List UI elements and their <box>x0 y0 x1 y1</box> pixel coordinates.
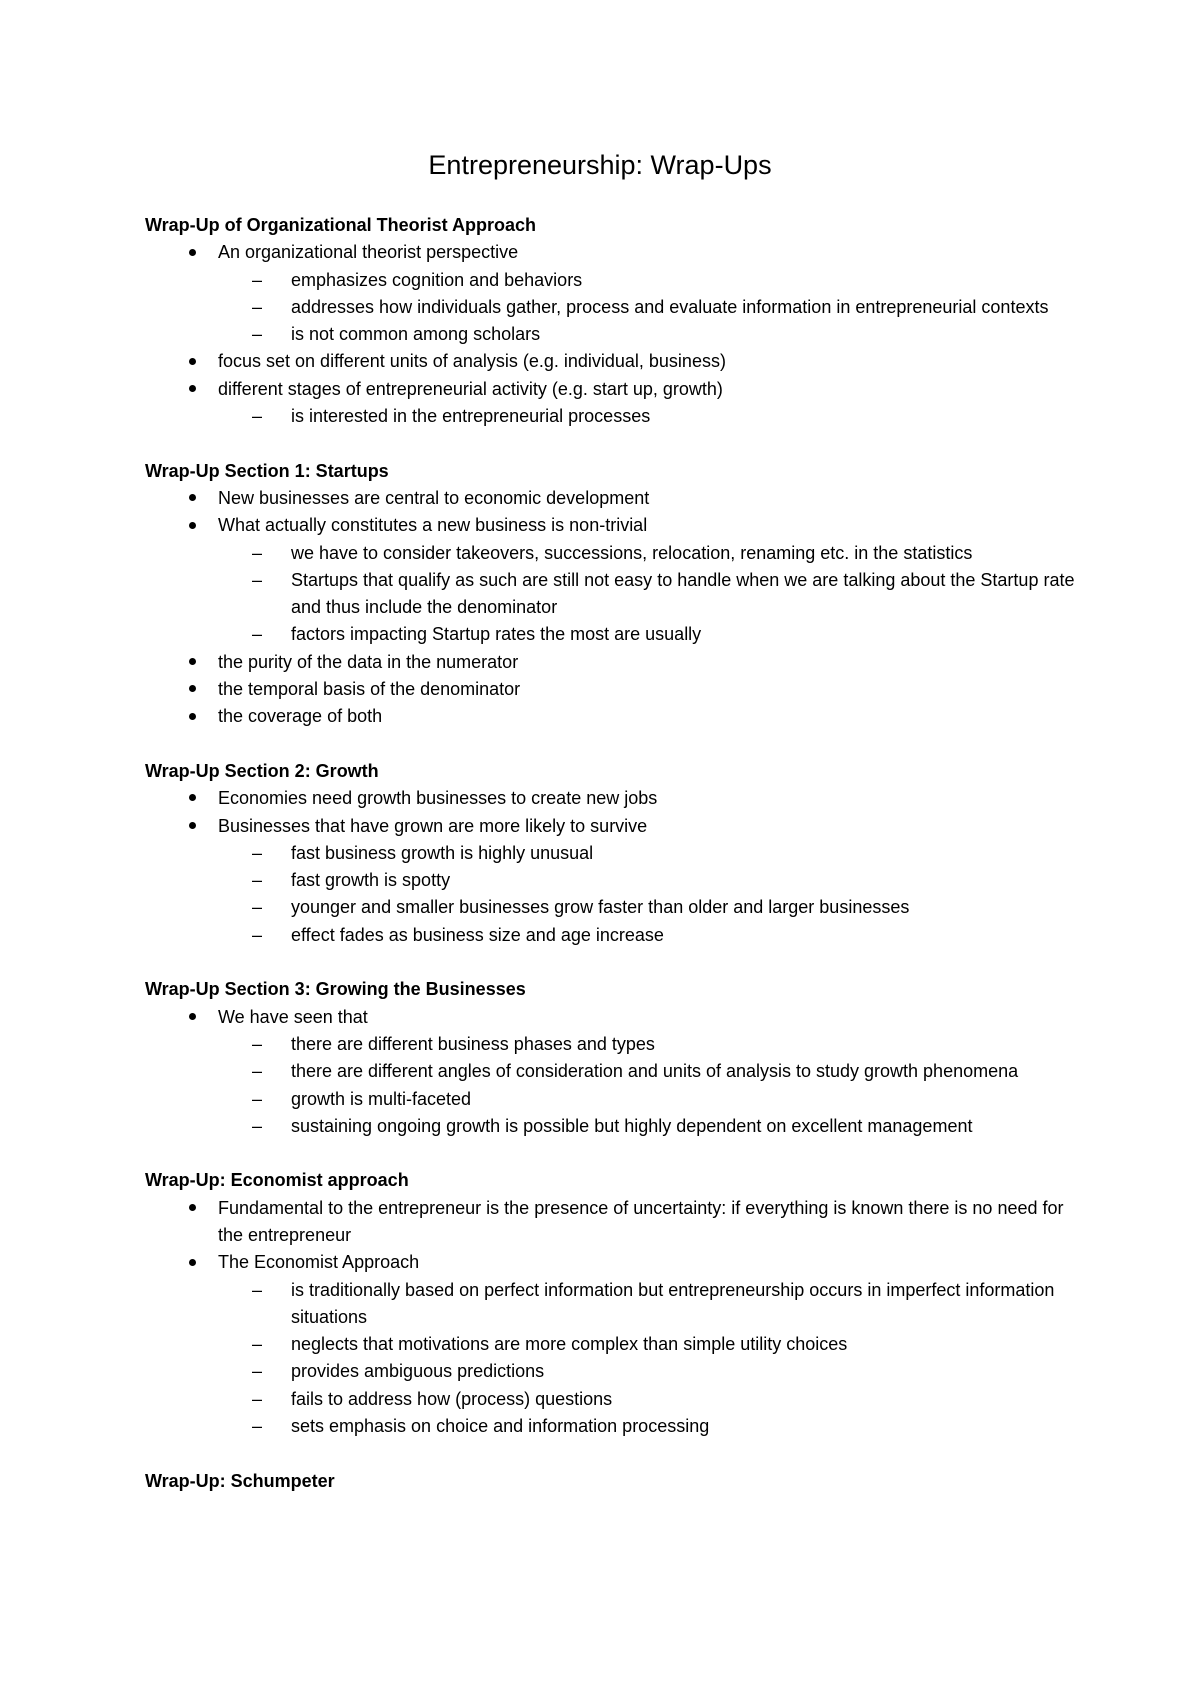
sub-item <box>145 567 1075 622</box>
bullet-icon <box>186 676 198 703</box>
bullet-text: We have seen that <box>218 1006 368 1027</box>
sub-item-text: fails to address how (process) questions <box>291 1388 613 1409</box>
sub-item-text: fast business growth is highly unusual <box>291 842 594 863</box>
sub-item-text: addresses how individuals gather, process and evaluate information in entrepreneurial contexts <box>291 296 1049 317</box>
dash-icon: – <box>252 1334 263 1355</box>
sub-item-text: is not common among scholars <box>291 324 541 345</box>
bullet-item <box>145 1004 1075 1140</box>
dash-icon: – <box>252 1061 263 1082</box>
sub-item <box>145 867 1075 894</box>
sub-item <box>145 621 1075 648</box>
dash-icon: – <box>252 870 263 891</box>
sub-item <box>145 840 1075 867</box>
sub-item <box>145 1413 1075 1440</box>
bullet-icon <box>186 1004 198 1031</box>
bullet-text: Economies need growth businesses to create new jobs <box>218 788 658 809</box>
dash-icon: – <box>252 1033 263 1054</box>
sub-list <box>218 540 1075 649</box>
sub-list <box>218 1277 1075 1441</box>
bullet-list <box>145 1004 1075 1140</box>
document-title: Entrepreneurship: Wrap-Ups <box>428 150 772 180</box>
dash-icon: – <box>252 406 263 427</box>
dash-icon: – <box>252 1115 263 1136</box>
sub-item <box>145 922 1075 949</box>
bullet-icon <box>186 1249 198 1276</box>
bullet-list <box>145 785 1075 949</box>
bullet-text: different stages of entrepreneurial activity (e.g. start up, growth) <box>218 378 723 399</box>
sub-item-text: growth is multi-faceted <box>291 1088 472 1109</box>
bullet-text: New businesses are central to economic development <box>218 487 650 508</box>
sub-item-text: there are different business phases and types <box>291 1033 655 1054</box>
bullet-icon <box>186 376 198 403</box>
bullet-text: the temporal basis of the denominator <box>218 679 521 700</box>
bullet-list <box>145 485 1075 731</box>
bullet-item <box>145 485 1075 512</box>
bullet-icon <box>186 813 198 840</box>
bullet-text: What actually constitutes a new business is non-trivial <box>218 515 648 536</box>
document-body <box>145 212 1075 1522</box>
sub-item <box>145 294 1075 321</box>
bullet-icon <box>186 485 198 512</box>
section-heading: Wrap-Up Section 3: Growing the Businesses <box>145 979 526 1000</box>
sub-item-text: provides ambiguous predictions <box>291 1361 545 1382</box>
bullet-text: An organizational theorist perspective <box>218 242 519 263</box>
sub-item-text: emphasizes cognition and behaviors <box>291 269 583 290</box>
sub-item-text: neglects that motivations are more complex than simple utility choices <box>291 1334 848 1355</box>
dash-icon: – <box>252 624 263 645</box>
section <box>145 976 1075 1140</box>
sub-item-text: is traditionally based on perfect information but entrepreneurship occurs in imperfect information situations <box>291 1279 1055 1327</box>
section-heading: Wrap-Up: Economist approach <box>145 1170 409 1191</box>
sub-item-text: we have to consider takeovers, successions, relocation, renaming etc. in the statistics <box>291 542 973 563</box>
bullet-item <box>145 676 1075 703</box>
bullet-item <box>145 649 1075 676</box>
dash-icon: – <box>252 1279 263 1300</box>
section <box>145 212 1075 430</box>
sub-item-text: sets emphasis on choice and information processing <box>291 1416 710 1437</box>
section-heading: Wrap-Up Section 1: Startups <box>145 460 389 481</box>
sub-item <box>145 403 1075 430</box>
bullet-icon <box>186 1195 198 1222</box>
sub-list <box>218 403 1075 430</box>
bullet-item <box>145 376 1075 431</box>
dash-icon: – <box>252 542 263 563</box>
sub-item <box>145 1277 1075 1332</box>
sub-item <box>145 1086 1075 1113</box>
section <box>145 1167 1075 1440</box>
bullet-text: The Economist Approach <box>218 1252 420 1273</box>
section <box>145 1468 1075 1495</box>
bullet-icon <box>186 649 198 676</box>
bullet-list <box>145 239 1075 430</box>
sub-list <box>218 1031 1075 1140</box>
sub-item-text: factors impacting Startup rates the most are usually <box>291 624 702 645</box>
sub-item-text: is interested in the entrepreneurial processes <box>291 406 651 427</box>
dash-icon: – <box>252 569 263 590</box>
dash-icon: – <box>252 897 263 918</box>
dash-icon: – <box>252 842 263 863</box>
sub-item <box>145 1331 1075 1358</box>
bullet-text: Businesses that have grown are more likely to survive <box>218 815 648 836</box>
bullet-item <box>145 239 1075 348</box>
bullet-text: focus set on different units of analysis (e.g. individual, business) <box>218 351 726 372</box>
sub-item-text: sustaining ongoing growth is possible but highly dependent on excellent management <box>291 1115 973 1136</box>
dash-icon: – <box>252 1088 263 1109</box>
dash-icon: – <box>252 1388 263 1409</box>
section <box>145 758 1075 949</box>
dash-icon: – <box>252 324 263 345</box>
section-heading: Wrap-Up of Organizational Theorist Approach <box>145 215 537 235</box>
sub-item <box>145 1358 1075 1385</box>
dash-icon: – <box>252 269 263 290</box>
sub-item-text: younger and smaller businesses grow faster than older and larger businesses <box>291 897 910 918</box>
bullet-icon <box>186 785 198 812</box>
section-heading: Wrap-Up: Schumpeter <box>145 1470 335 1491</box>
bullet-item <box>145 813 1075 949</box>
sub-item <box>145 540 1075 567</box>
sub-item <box>145 894 1075 921</box>
sub-item <box>145 267 1075 294</box>
bullet-list <box>145 1195 1075 1441</box>
bullet-item <box>145 703 1075 730</box>
bullet-item <box>145 512 1075 648</box>
bullet-item <box>145 1249 1075 1440</box>
dash-icon: – <box>252 924 263 945</box>
bullet-text: Fundamental to the entrepreneur is the presence of uncertainty: if everything is known there is no need for the entrepreneur <box>218 1197 1064 1245</box>
section <box>145 458 1075 731</box>
sub-item-text: there are different angles of consideration and units of analysis to study growth phenomena <box>291 1061 1019 1082</box>
section-heading: Wrap-Up Section 2: Growth <box>145 760 379 781</box>
sub-item <box>145 1058 1075 1085</box>
bullet-item <box>145 348 1075 375</box>
sub-item <box>145 1031 1075 1058</box>
dash-icon: – <box>252 296 263 317</box>
bullet-icon <box>186 348 198 375</box>
sub-item-text: Startups that qualify as such are still not easy to handle when we are talking about the Startup rate and thus include the denominator <box>291 569 1075 618</box>
sub-item <box>145 1113 1075 1140</box>
sub-item-text: effect fades as business size and age increase <box>291 924 664 945</box>
dash-icon: – <box>252 1416 263 1437</box>
sub-item <box>145 321 1075 348</box>
sub-list <box>218 267 1075 349</box>
bullet-icon <box>186 512 198 539</box>
bullet-text: the purity of the data in the numerator <box>218 651 519 672</box>
bullet-text: the coverage of both <box>218 706 383 727</box>
sub-item <box>145 1386 1075 1413</box>
dash-icon: – <box>252 1361 263 1382</box>
sub-list <box>218 840 1075 949</box>
bullet-item <box>145 1195 1075 1250</box>
bullet-item <box>145 785 1075 812</box>
sub-item-text: fast growth is spotty <box>291 870 451 891</box>
bullet-icon <box>186 239 198 266</box>
bullet-icon <box>186 703 198 730</box>
